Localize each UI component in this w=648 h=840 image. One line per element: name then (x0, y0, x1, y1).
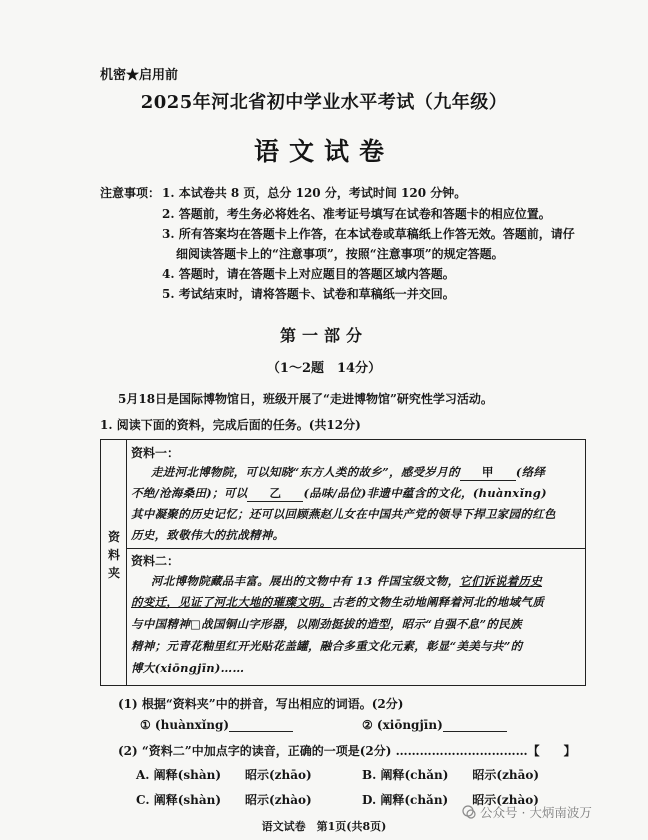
sub-question-1: (1) 根据“资料夹”中的拼音，写出相应的词语。(2分) (118, 697, 404, 711)
part-title: 第一部分 (279, 326, 368, 345)
folder-side (101, 440, 127, 685)
material-2-line: 精神；元青花釉里红开光贴花盖罐，融合多重文化元素，彰显“美美与共”的 (131, 639, 523, 653)
subject-title: 语文试卷 (253, 137, 394, 166)
option-c: C. 阐释(shàn) 昭示(zhào) (136, 793, 312, 807)
page-footer: 语文试卷 第1页(共8页) (261, 820, 387, 833)
notice-item: 4. 答题时，请在答题卡上对应题目的答题区域内答题。 (162, 267, 455, 281)
material-2-line: 与中国精神□战国铜山字形器，以刚劲挺拔的造型，昭示“自强不息”的民族 (131, 617, 522, 631)
folder-label: 资料夹 (107, 530, 120, 580)
notice-item: 1. 本试卷共 8 页，总分 120 分，考试时间 120 分钟。 (162, 186, 467, 200)
answer-1: ① (huànxǐng) (140, 718, 293, 732)
answer-line[interactable] (229, 719, 293, 732)
material-2-line: 河北博物院藏品丰富。展出的文物中有 13 件国宝级文物，它们诉说着历史 (151, 574, 543, 588)
material-1-line: 其中凝聚的历史记忆；还可以回顾燕赵儿女在中国共产党的领导下捍卫家园的红色 (131, 507, 556, 521)
notice-item: 细阅读答题卡上的“注意事项”，按照“注意事项”的规定答题。 (176, 247, 504, 261)
watermark: 公众号 · 大炳南波万 (462, 803, 592, 821)
blank-jia: 甲 (460, 464, 516, 481)
question-1-stem: 1. 阅读下面的资料，完成后面的任务。(共12分) (100, 418, 361, 432)
material-2-line: 的变迁，见证了河北大地的璀璨文明。古老的文物生动地阐释着河北的地域气质 (131, 595, 545, 609)
intro-text: 5月18日是国际博物馆日，班级开展了“走进博物馆”研究性学习活动。 (118, 392, 493, 406)
material-1-title: 资料一： (131, 446, 180, 460)
material-folder (100, 439, 586, 686)
material-2-line: 博大(xiōngjīn)…… (131, 661, 245, 675)
folder-divider (127, 548, 585, 549)
material-1-line: 走进河北博物院，可以知晓“东方人类的故乡”，感受岁月的 甲 (络绎 (151, 465, 546, 479)
notice-item: 3. 所有答案均在答题卡上作答，在本试卷或草稿纸上作答无效。答题前，请仔 (162, 227, 575, 241)
material-1-line: 历史，致敬伟大的抗战精神。 (131, 528, 285, 542)
answer-line[interactable] (443, 719, 507, 732)
sub-question-2: (2) “资料二”中加点字的读音，正确的一项是(2分) ……………………………【 】 (118, 744, 576, 758)
blank-yi: 乙 (247, 485, 303, 502)
notice-item: 5. 考试结束时，请将答题卡、试卷和草稿纸一并交回。 (162, 287, 455, 301)
notice-label: 注意事项： (100, 186, 161, 200)
confidential-label: 机密★启用前 (100, 68, 179, 83)
answer-2: ② (xiōngjīn) (362, 718, 507, 732)
material-2-title: 资料二： (131, 554, 180, 568)
notice-item: 2. 答题前，考生务必将姓名、准考证号填写在试卷和答题卡的相应位置。 (162, 207, 551, 221)
part-range: （1～2题 14分） (266, 361, 382, 376)
option-d: D. 阐释(chǎn) 昭示(zhào) (362, 793, 539, 807)
material-1-line: 不绝/沧海桑田)；可以 乙 (品味/品位)非遗中蕴含的文化，(huànxǐng) (131, 486, 547, 500)
option-a: A. 阐释(shàn) 昭示(zhāo) (136, 768, 312, 782)
option-b: B. 阐释(chǎn) 昭示(zhāo) (362, 768, 540, 782)
wechat-icon (462, 805, 476, 819)
exam-title: 2025年河北省初中学业水平考试（九年级） (140, 92, 508, 113)
